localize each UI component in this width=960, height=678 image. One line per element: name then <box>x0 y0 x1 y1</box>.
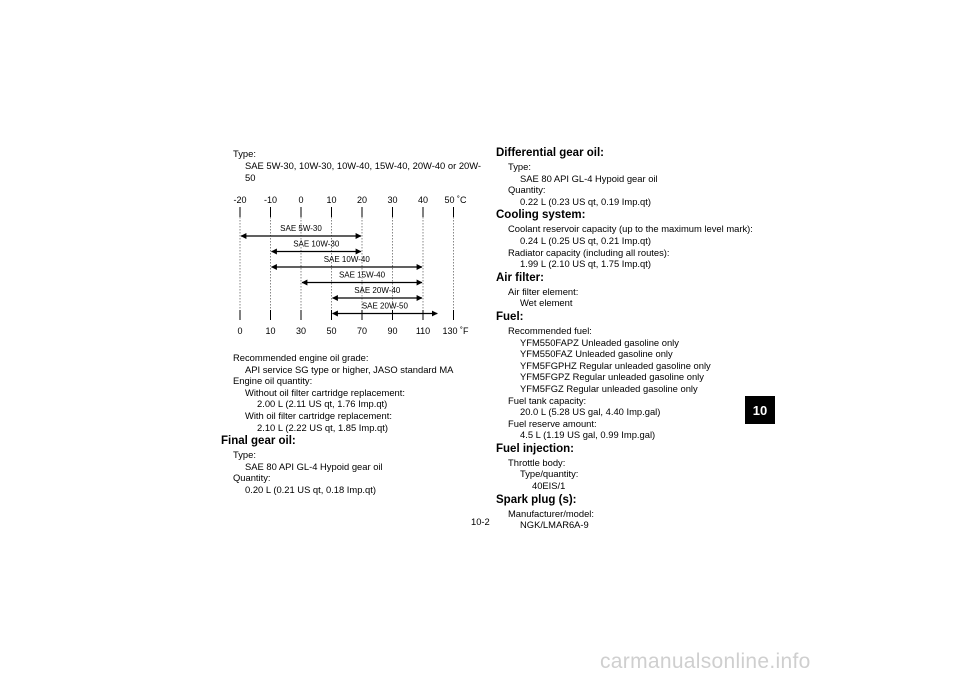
fahrenheit-tick-label: 70 <box>356 326 368 336</box>
spec-line: YFM5FGPHZ Regular unleaded gasoline only <box>520 359 711 371</box>
oil-type-value-line2: 50 <box>245 172 256 183</box>
celsius-unit-label: 50 ˚C <box>444 195 467 205</box>
spec-line: Type/quantity: <box>520 468 579 480</box>
spec-line: Type: <box>233 449 256 461</box>
chapter-tab: 10 <box>745 396 775 424</box>
celsius-tick-label: 30 <box>387 195 398 205</box>
spec-line: With oil filter cartridge replacement: <box>245 409 392 421</box>
section-heading: Fuel: <box>496 310 524 323</box>
fahrenheit-tick-label: 0 <box>237 326 243 336</box>
spec-line: Quantity: <box>233 472 271 484</box>
spec-line: SAE 80 API GL-4 Hypoid gear oil <box>520 172 658 184</box>
celsius-tick-label: -20 <box>233 195 247 205</box>
spec-line: 0.22 L (0.23 US qt, 0.19 Imp.qt) <box>520 195 651 207</box>
spec-line: 0.20 L (0.21 US qt, 0.18 Imp.qt) <box>245 483 376 495</box>
section-heading: Spark plug (s): <box>496 493 577 506</box>
spec-line: 20.0 L (5.28 US gal, 4.40 Imp.gal) <box>520 406 661 418</box>
oil-range-label: SAE 20W-40 <box>354 286 401 295</box>
watermark: carmanualsonline.info <box>600 650 811 673</box>
spec-line: 40EIS/1 <box>532 480 566 492</box>
spec-line: Fuel tank capacity: <box>508 394 587 406</box>
celsius-tick-label: 20 <box>356 195 368 205</box>
spec-line: Engine oil quantity: <box>233 375 313 387</box>
section-heading: Final gear oil: <box>221 435 296 448</box>
spec-line: Coolant reservoir capacity (up to the maximum level mark): <box>508 223 753 235</box>
spec-line: NGK/LMAR6A-9 <box>520 519 589 531</box>
fahrenheit-tick-label: 90 <box>387 326 398 336</box>
section-heading: Air filter: <box>496 271 544 284</box>
spec-line: Manufacturer/model: <box>508 507 594 519</box>
oil-range-label: SAE 15W-40 <box>338 270 386 280</box>
spec-line: 0.24 L (0.25 US qt, 0.21 Imp.qt) <box>520 234 651 246</box>
celsius-tick-label: 40 <box>417 195 429 205</box>
celsius-tick-label: 10 <box>326 195 337 205</box>
celsius-tick-label: 0 <box>298 195 304 205</box>
fahrenheit-tick-label: 30 <box>295 326 307 336</box>
right-spec-list <box>496 145 753 531</box>
oil-type-label: Type: <box>233 148 256 159</box>
oil-range-label: SAE 5W-30 <box>280 224 322 233</box>
spec-line: Air filter element: <box>508 285 579 297</box>
spec-line: 4.5 L (1.19 US gal, 0.99 Imp.gal) <box>520 429 656 441</box>
spec-line: 2.00 L (2.11 US qt, 1.76 Imp.qt) <box>257 398 388 410</box>
spec-line: YFM5FGZ Regular unleaded gasoline only <box>520 382 698 394</box>
page-number: 10-2 <box>471 516 490 527</box>
oil-type-value-line1: SAE 5W-30, 10W-30, 10W-40, 15W-40, 20W-40 or 20W- <box>245 160 482 171</box>
fahrenheit-unit-label: 130 ˚F <box>442 326 469 336</box>
spec-line: Recommended fuel: <box>508 324 592 336</box>
spec-line: YFM5FGPZ Regular unleaded gasoline only <box>520 371 704 383</box>
fahrenheit-tick-label: 110 <box>415 326 431 336</box>
section-heading: Cooling system: <box>496 209 586 222</box>
spec-line: Wet element <box>520 297 573 309</box>
section-heading: Differential gear oil: <box>496 147 604 159</box>
spec-line: Type: <box>508 161 531 172</box>
fahrenheit-tick-label: 50 <box>326 326 337 336</box>
spec-line: Recommended engine oil grade: <box>233 352 369 363</box>
spec-line: 1.99 L (2.10 US qt, 1.75 Imp.qt) <box>520 258 651 270</box>
spec-line: SAE 80 API GL-4 Hypoid gear oil <box>245 460 383 472</box>
fahrenheit-tick-label: 10 <box>265 326 276 336</box>
section-heading: Fuel injection: <box>496 442 574 455</box>
spec-line: Quantity: <box>508 184 546 196</box>
oil-range-label: SAE 20W-50 <box>361 301 408 311</box>
spec-line: API service SG type or higher, JASO standard MA <box>245 363 454 375</box>
spec-line: 2.10 L (2.22 US qt, 1.85 Imp.qt) <box>257 421 388 433</box>
spec-line: Radiator capacity (including all routes): <box>508 246 670 258</box>
left-spec-list <box>221 352 453 496</box>
oil-range-label: SAE 10W-40 <box>323 255 370 264</box>
spec-line: Throttle body: <box>508 456 566 468</box>
oil-range-label: SAE 10W-30 <box>293 239 340 249</box>
celsius-tick-label: -10 <box>263 195 278 205</box>
spec-line: YFM550FAPZ Unleaded gasoline only <box>520 336 679 348</box>
spec-line: Without oil filter cartridge replacement: <box>245 386 405 398</box>
oil-viscosity-chart <box>220 190 490 342</box>
spec-line: YFM550FAZ Unleaded gasoline only <box>520 348 673 360</box>
spec-line: Fuel reserve amount: <box>508 417 597 429</box>
